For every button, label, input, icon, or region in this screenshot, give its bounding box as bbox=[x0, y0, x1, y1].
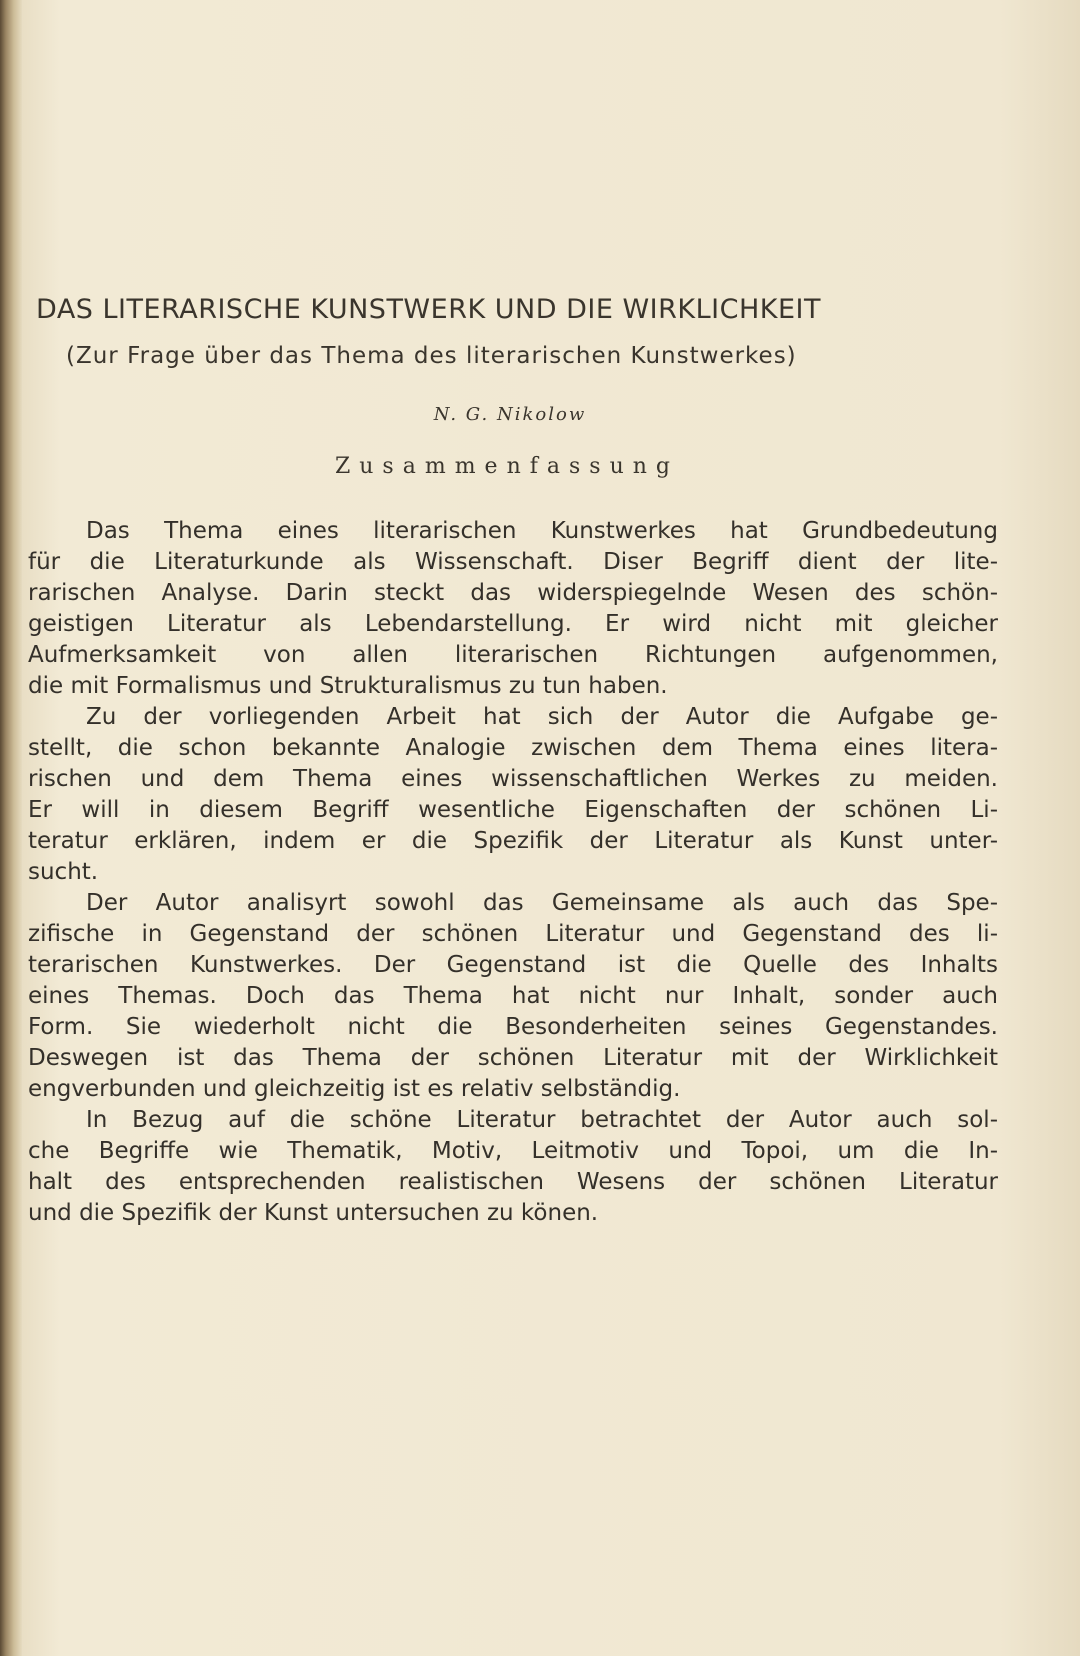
text-line: sucht. bbox=[28, 859, 99, 885]
text-line: und die Spezifik der Kunst untersuchen zu könen. bbox=[28, 1200, 599, 1226]
text-line: Aufmerksamkeit von allen literarischen Richtungen aufgenommen, bbox=[28, 642, 998, 668]
text-line: teratur erklären, indem er die Spezifik der Literatur als Kunst unter- bbox=[28, 828, 998, 854]
text-line: Der Autor analisyrt sowohl das Gemeinsame als auch das Spe- bbox=[86, 890, 998, 916]
text-line: Deswegen ist das Thema der schönen Literatur mit der Wirklichkeit bbox=[28, 1045, 998, 1071]
text-line: Form. Sie wiederholt nicht die Besonderheiten seines Gegenstandes. bbox=[28, 1014, 998, 1040]
text-line: Das Thema eines literarischen Kunstwerkes hat Grundbedeutung bbox=[86, 518, 998, 544]
text-line: geistigen Literatur als Lebendarstellung. Er wird nicht mit gleicher bbox=[28, 611, 998, 637]
text-line: zifische in Gegenstand der schönen Literatur und Gegenstand des li- bbox=[28, 921, 998, 947]
article-subtitle: (Zur Frage über das Thema des literarischen Kunstwerkes) bbox=[66, 343, 797, 369]
text-line: halt des entsprechenden realistischen Wesens der schönen Literatur bbox=[28, 1169, 998, 1195]
summary-body bbox=[28, 516, 998, 1229]
summary-heading: Zusammenfassung bbox=[334, 454, 680, 479]
text-line: Zu der vorliegenden Arbeit hat sich der Autor die Aufgabe ge- bbox=[86, 704, 998, 730]
text-line: rarischen Analyse. Darin steckt das widerspiegelnde Wesen des schön- bbox=[28, 580, 998, 606]
text-line: die mit Formalismus und Strukturalismus zu tun haben. bbox=[28, 673, 668, 699]
text-line: engverbunden und gleichzeitig ist es relativ selbständig. bbox=[28, 1076, 681, 1102]
page-binding-edge bbox=[0, 0, 22, 1656]
text-line: che Begriffe wie Thematik, Motiv, Leitmotiv und Topoi, um die In- bbox=[28, 1138, 998, 1164]
text-line: für die Literaturkunde als Wissenschaft. Diser Begriff dient der lite- bbox=[28, 549, 998, 575]
article-title: DAS LITERARISCHE KUNSTWERK UND DIE WIRKLICHKEIT bbox=[36, 294, 821, 325]
text-line: Er will in diesem Begriff wesentliche Eigenschaften der schönen Li- bbox=[28, 797, 998, 823]
text-line: rischen und dem Thema eines wissenschaftlichen Werkes zu meiden. bbox=[28, 766, 998, 792]
text-line: eines Themas. Doch das Thema hat nicht nur Inhalt, sonder auch bbox=[28, 983, 998, 1009]
article-author: N. G. Nikolow bbox=[433, 404, 587, 425]
text-line: terarischen Kunstwerkes. Der Gegenstand ist die Quelle des Inhalts bbox=[28, 952, 998, 978]
text-line: In Bezug auf die schöne Literatur betrachtet der Autor auch sol- bbox=[86, 1107, 998, 1133]
text-line: stellt, die schon bekannte Analogie zwischen dem Thema eines litera- bbox=[28, 735, 998, 761]
